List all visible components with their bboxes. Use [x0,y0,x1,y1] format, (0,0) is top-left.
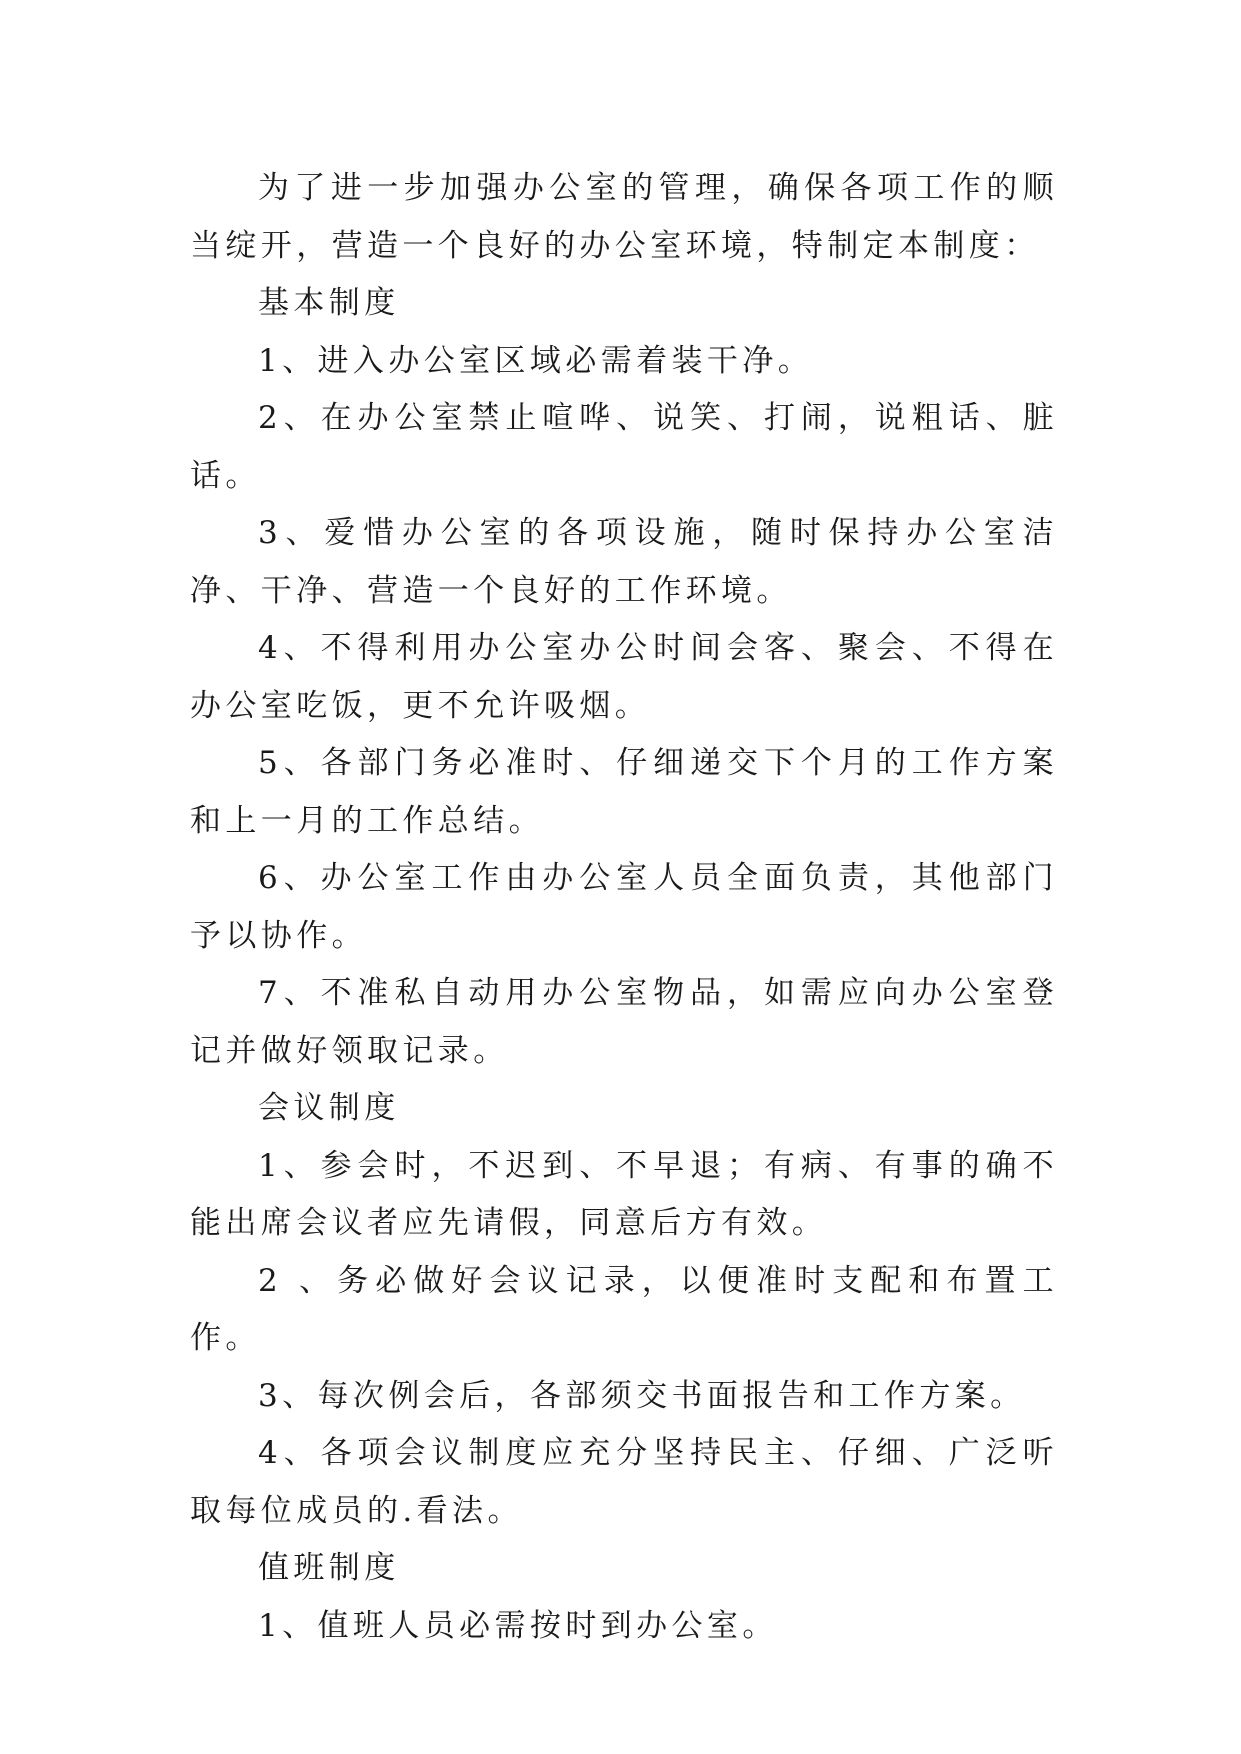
rule-item: 3、每次例会后，各部须交书面报告和工作方案。 [258,1377,1026,1414]
rule-item: 5、各部门务必准时、仔细递交下个月的工作方案和上一月的工作总结。 [190,745,1058,839]
rule-item: 3、爱惜办公室的各项设施，随时保持办公室洁净、干净、营造一个良好的工作环境。 [190,515,1058,609]
rule-item: 1、值班人员必需按时到办公室。 [258,1607,778,1644]
rule-item: 1、进入办公室区域必需着装干净。 [258,342,814,379]
intro-paragraph: 为了进一步加强办公室的管理，确保各项工作的顺当绽开，营造一个良好的办公室环境，特制定本制度： [190,170,1058,264]
rule-item: 2、在办公室禁止喧哗、说笑、打闹，说粗话、脏话。 [190,400,1058,494]
rule-item: 1、参会时，不迟到、不早退；有病、有事的确不能出席会议者应先请假，同意后方有效。 [190,1147,1058,1241]
rule-item: 4、各项会议制度应充分坚持民主、仔细、广泛听取每位成员的.看法。 [190,1435,1058,1529]
section-heading-meeting: 会议制度 [258,1090,400,1126]
rule-item: 6、办公室工作由办公室人员全面负责，其他部门予以协作。 [190,860,1058,954]
document-body [190,160,1058,1655]
rule-item: 7、不准私自动用办公室物品，如需应向办公室登记并做好领取记录。 [190,975,1058,1069]
section-heading-basic: 基本制度 [258,285,400,321]
rule-item: 2 、务必做好会议记录，以便准时支配和布置工作。 [190,1262,1058,1356]
section-heading-duty: 值班制度 [258,1550,400,1586]
rule-item: 4、不得利用办公室办公时间会客、聚会、不得在办公室吃饭，更不允许吸烟。 [190,630,1058,724]
